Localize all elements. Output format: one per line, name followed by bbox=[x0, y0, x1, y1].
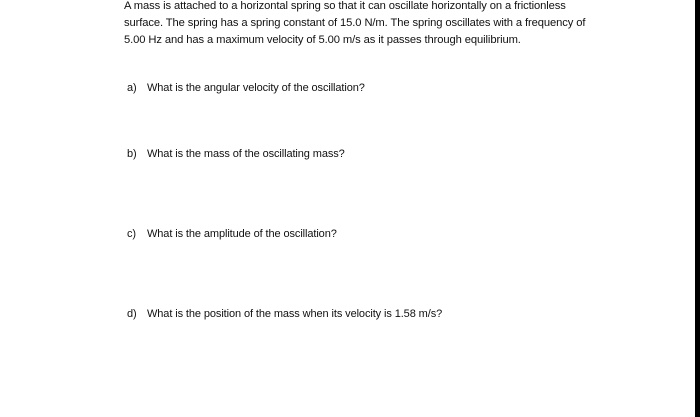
question-b bbox=[127, 148, 345, 160]
question-d-label: d) bbox=[127, 308, 137, 320]
question-a bbox=[127, 82, 365, 94]
question-a-label: a) bbox=[127, 82, 137, 94]
question-a-text: What is the angular velocity of the oscillation? bbox=[147, 82, 365, 94]
question-c-text: What is the amplitude of the oscillation? bbox=[147, 228, 337, 240]
question-d-text: What is the position of the mass when its velocity is 1.58 m/s? bbox=[147, 308, 443, 320]
problem-statement bbox=[124, 0, 624, 49]
problem-statement-line-2: surface. The spring has a spring constant of 15.0 N/m. The spring oscillates with a frequency of bbox=[124, 17, 586, 29]
problem-statement-line-3: 5.00 Hz and has a maximum velocity of 5.00 m/s as it passes through equilibrium. bbox=[124, 34, 521, 46]
question-c-label: c) bbox=[127, 228, 136, 240]
question-c bbox=[127, 228, 337, 240]
problem-statement-line-1: A mass is attached to a horizontal spring so that it can oscillate horizontally on a frictionless bbox=[124, 0, 566, 12]
question-d bbox=[127, 308, 442, 320]
question-b-label: b) bbox=[127, 148, 137, 160]
question-b-text: What is the mass of the oscillating mass? bbox=[147, 148, 345, 160]
